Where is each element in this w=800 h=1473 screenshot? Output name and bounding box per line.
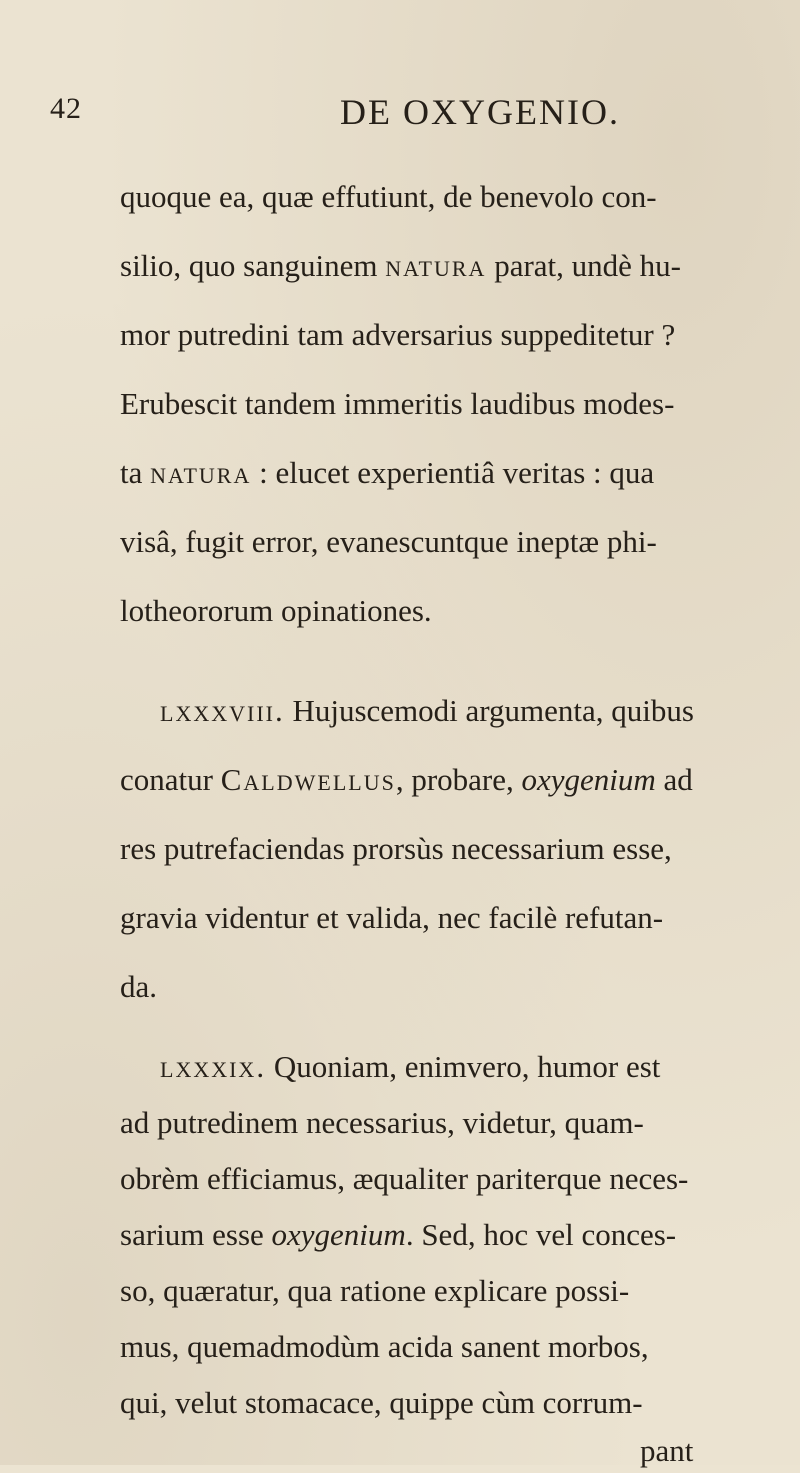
- text-line: mor putredini tam adversarius suppeditetur ?: [120, 317, 676, 352]
- text-line: ta natura : elucet experientiâ veritas : qua: [120, 455, 655, 490]
- text-line: lxxxviii. Hujuscemodi argumenta, quibus: [160, 693, 694, 728]
- text-line: quoque ea, quæ effutiunt, de benevolo con-: [120, 179, 657, 214]
- page-header: [50, 92, 750, 132]
- text-line: mus, quemadmodùm acida sanent morbos,: [120, 1329, 649, 1364]
- text-line: obrèm efficiamus, æqualiter pariterque neces-: [120, 1161, 689, 1196]
- text-line: so, quæratur, qua ratione explicare possi-: [120, 1273, 630, 1308]
- page-number: 42: [50, 92, 82, 125]
- text-line: ad putredinem necessarius, videtur, quam-: [120, 1105, 644, 1140]
- text-line: qui, velut stomacace, quippe cùm corrum-: [120, 1385, 643, 1420]
- text-line: gravia videntur et valida, nec facilè refutan-: [120, 900, 664, 935]
- text-line: da.: [120, 969, 158, 1004]
- text-line: silio, quo sanguinem natura parat, undè hu-: [120, 248, 681, 283]
- text-line: lotheororum opinationes.: [120, 593, 432, 628]
- running-title: DE OXYGENIO.: [340, 92, 620, 132]
- text-line: conatur Caldwellus, probare, oxygenium ad: [120, 762, 693, 797]
- catchword: pant: [640, 1433, 694, 1468]
- text-line: lxxxix. Quoniam, enimvero, humor est: [160, 1049, 661, 1084]
- text-line: sarium esse oxygenium. Sed, hoc vel conces-: [120, 1217, 677, 1252]
- text-line: visâ, fugit error, evanescuntque ineptæ phi-: [120, 524, 657, 559]
- text-line: res putrefaciendas prorsùs necessarium esse,: [120, 831, 672, 866]
- section-number: lxxxix.: [160, 1049, 267, 1084]
- section-number: lxxxviii.: [160, 693, 285, 728]
- text-line: Erubescit tandem immeritis laudibus modes-: [120, 386, 675, 421]
